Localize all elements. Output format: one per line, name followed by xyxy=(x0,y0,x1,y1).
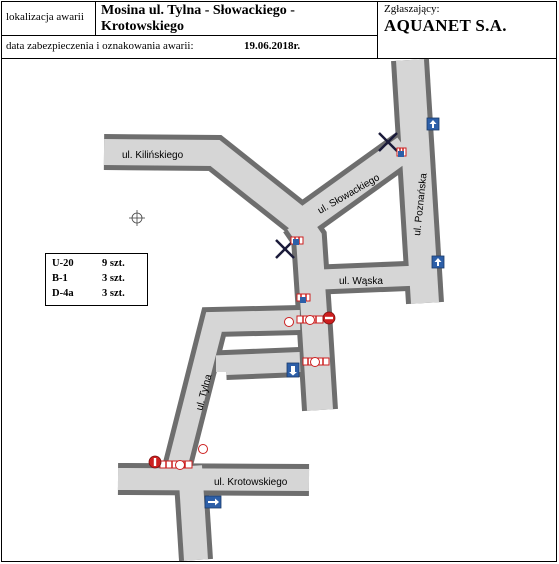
arrow-sign-icon xyxy=(205,496,221,508)
legend-code: D-4a xyxy=(52,288,74,299)
arrow-sign-icon xyxy=(427,118,439,130)
legend xyxy=(45,253,148,306)
priority-sign-icon xyxy=(293,239,299,245)
street-label-kilinskiego: ul. Kilińskiego xyxy=(122,150,184,161)
reporter-label: Zgłaszający: xyxy=(384,3,440,15)
legend-code: B-1 xyxy=(52,273,68,284)
date-value: 19.06.2018r. xyxy=(244,40,301,52)
warning-lamp-icon xyxy=(285,318,294,327)
warning-lamp-icon xyxy=(311,358,320,367)
location-label: lokalizacja awarii xyxy=(6,11,84,23)
street-label-tylna: ul. Tylna xyxy=(194,373,215,412)
warning-lamp-icon xyxy=(199,445,208,454)
priority-sign-icon xyxy=(398,151,404,157)
legend-qty: 9 szt. xyxy=(102,258,125,269)
legend-qty: 3 szt. xyxy=(102,273,125,284)
legend-qty: 3 szt. xyxy=(102,288,125,299)
legend-code: U-20 xyxy=(52,258,74,269)
street-label-slowackiego: ul. Słowackiego xyxy=(316,172,382,217)
priority-sign-icon xyxy=(300,297,306,303)
warning-lamp-icon xyxy=(176,461,185,470)
legend-row xyxy=(52,258,144,272)
no-entry-sign-icon xyxy=(323,312,335,324)
reporter-value: AQUANET S.A. xyxy=(384,16,507,35)
legend-row xyxy=(52,288,144,302)
legend-row xyxy=(52,273,144,287)
no-entry-sign-icon xyxy=(149,456,161,468)
compass-icon xyxy=(129,210,145,226)
location-value: Mosina ul. Tylna - Słowackiego - Krotowskiego xyxy=(101,3,295,34)
date-label: data zabezpieczenia i oznakowania awarii: xyxy=(6,40,194,52)
arrow-sign-icon xyxy=(432,256,444,268)
street-label-krotowskiego: ul. Krotowskiego xyxy=(214,477,288,488)
arrow-sign-icon xyxy=(287,363,299,377)
warning-lamp-icon xyxy=(306,316,315,325)
street-label-poznanska: ul. Poznańska xyxy=(412,172,430,237)
street-label-waska: ul. Wąska xyxy=(339,276,383,287)
